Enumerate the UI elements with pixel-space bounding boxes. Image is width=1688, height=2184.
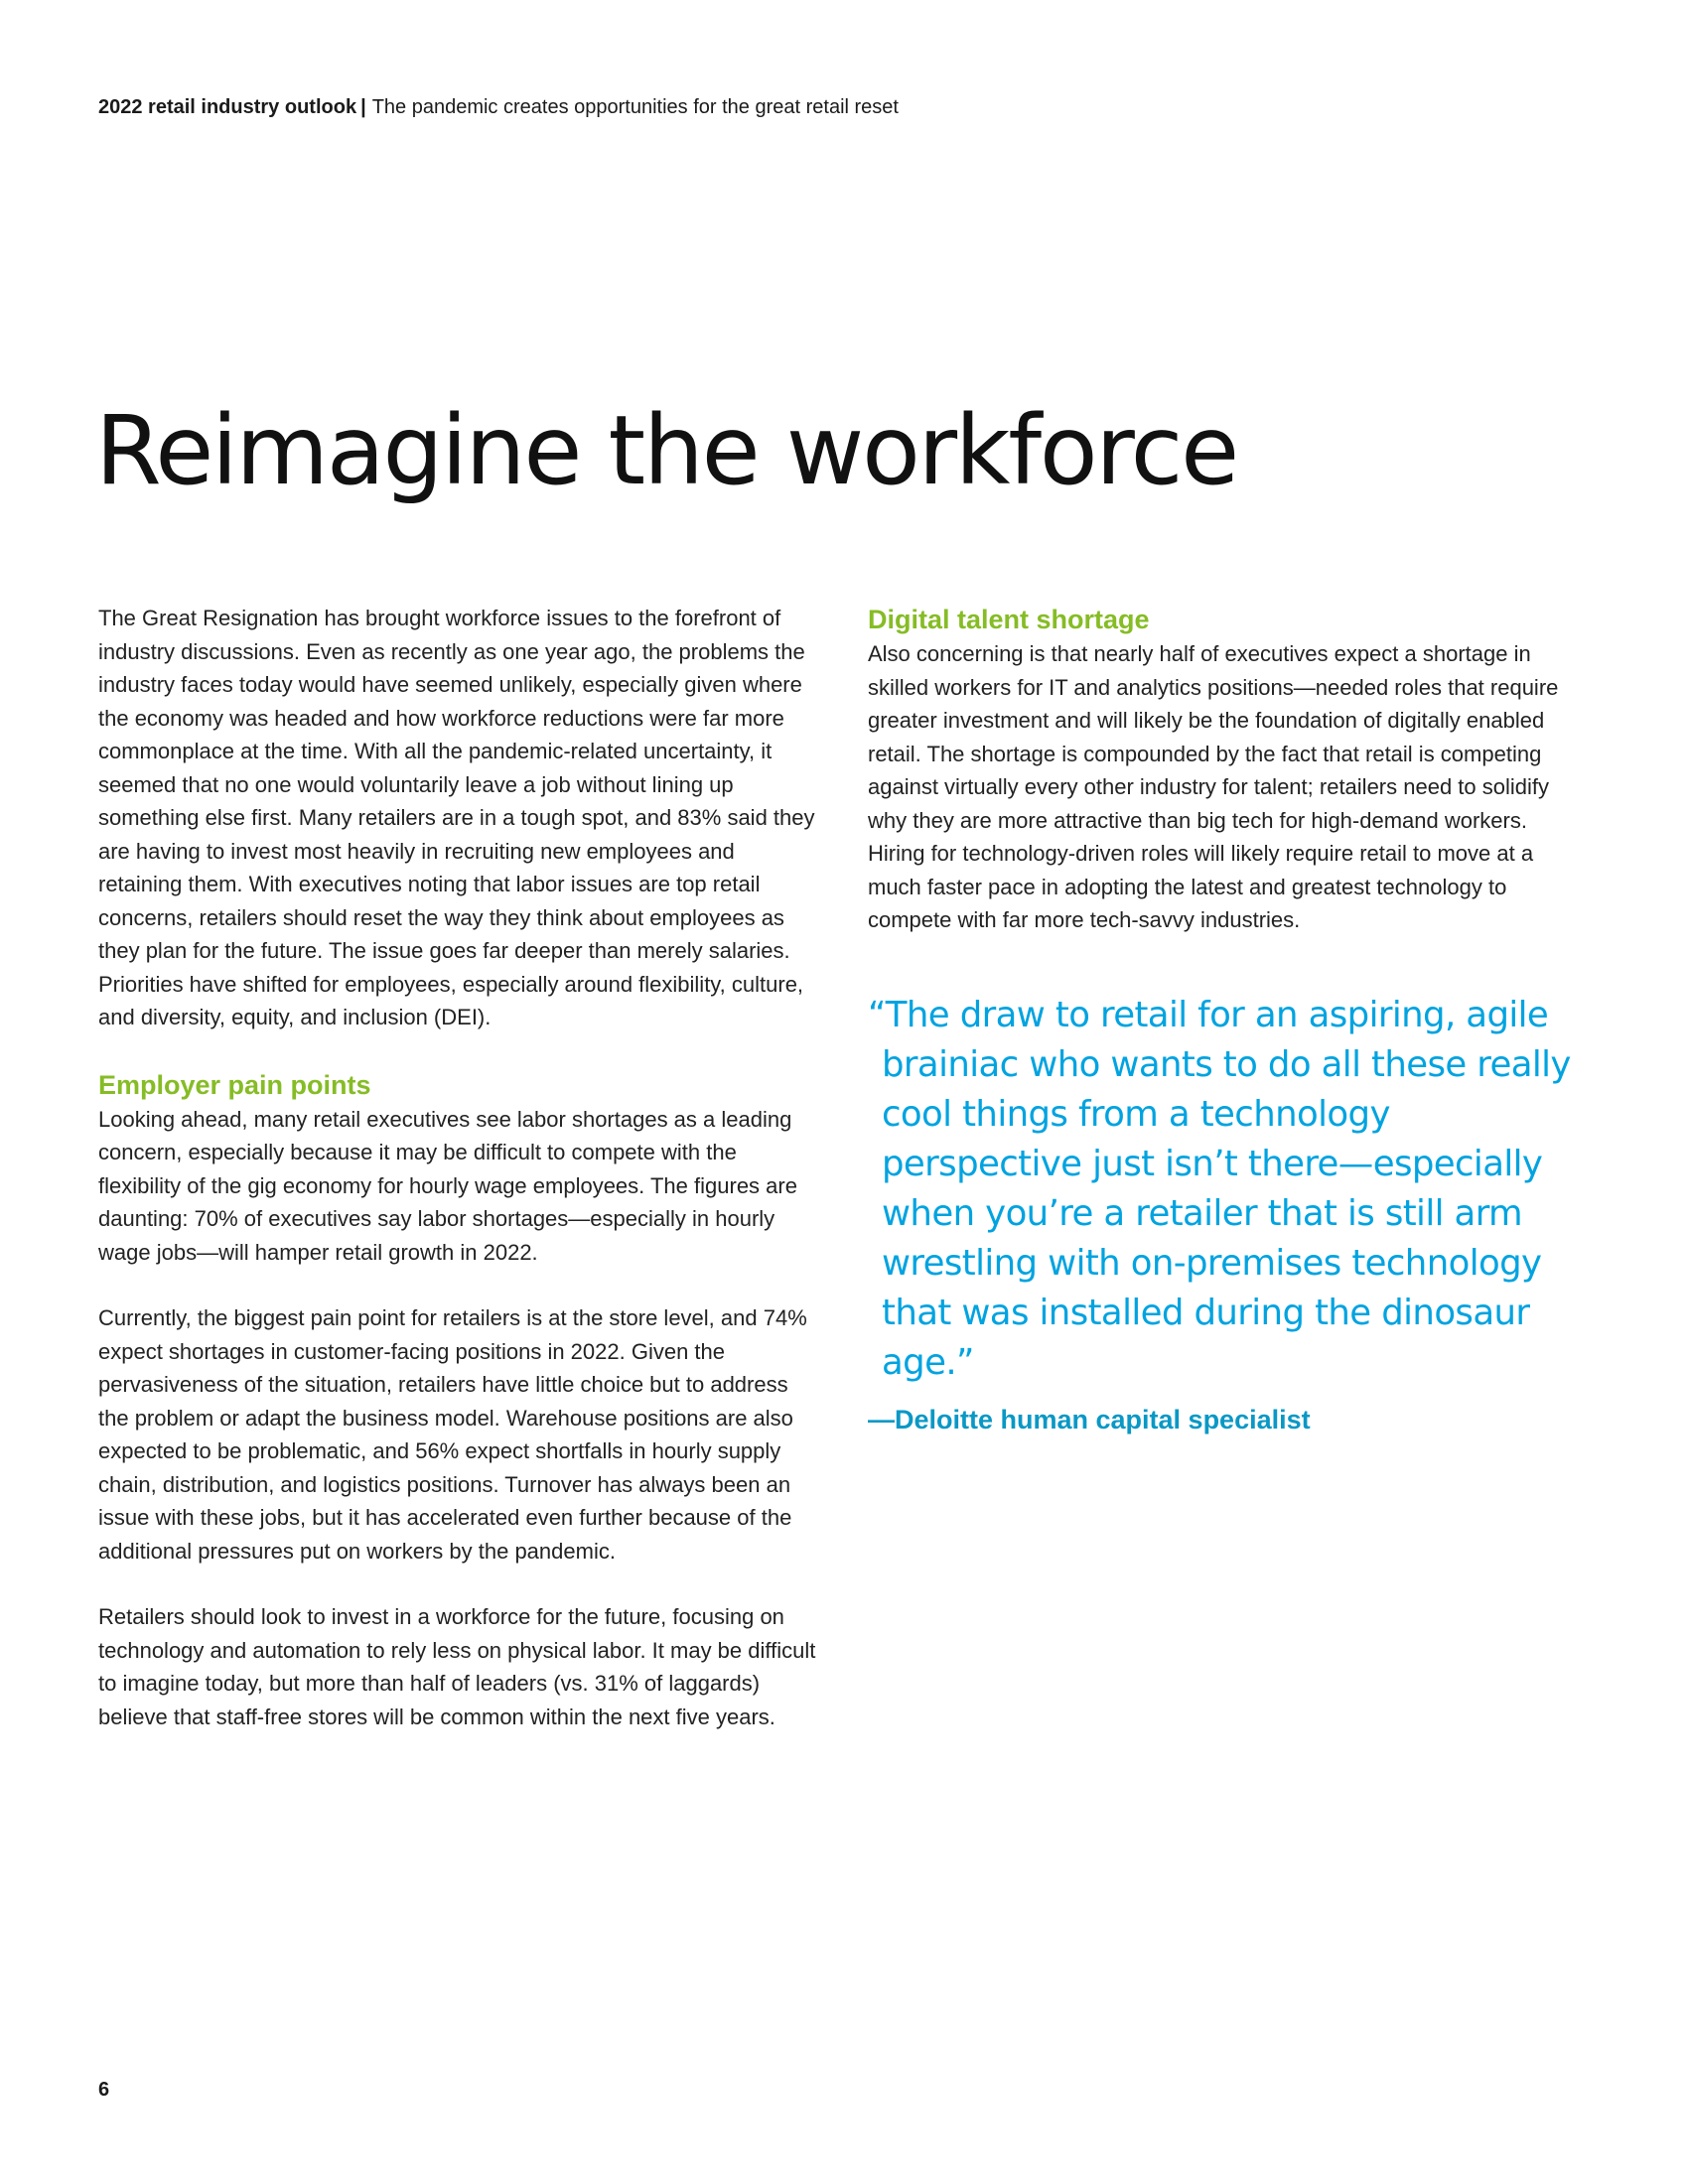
section-heading-digital-talent-shortage: Digital talent shortage	[868, 605, 1150, 634]
running-header	[98, 92, 899, 122]
digital-talent-paragraph: Also concerning is that nearly half of executives expect a shortage in skilled workers for IT and analytics positions—needed roles that require greater investment and will likely be the foundation of digitally enabled retail. The shortage is compounded by the fact that retail is competing against virtually every other industry for talent; retailers need to solidify why they are more attractive than big tech for high-demand workers. Hiring for technology-driven roles will likely require retail to move at a much faster pace in adopting the latest and greatest technology to compete with far more tech-savvy industries.	[868, 641, 1559, 932]
quote-attribution: —Deloitte human capital specialist	[868, 1404, 1311, 1434]
page-title: Reimagine the workforce	[95, 395, 1238, 506]
page-number: 6	[98, 2079, 110, 2101]
pain-points-paragraph-1: Looking ahead, many retail executives see labor shortages as a leading concern, especially because it may be difficult to compete with the flexibility of the gig economy for hourly wage employees. The figures are daunting: 70% of executives say labor shortages—especially in hourly wage jobs—will hamper retail growth in 2022.	[98, 1106, 797, 1265]
report-subtitle: The pandemic creates opportunities for the great retail reset	[371, 96, 899, 118]
section-heading-employer-pain-points: Employer pain points	[98, 1069, 371, 1100]
left-column	[98, 602, 823, 1733]
pain-points-paragraph-2: Currently, the biggest pain point for retailers is at the store level, and 74% expect shortages in customer-facing positions in 2022. Given the pervasiveness of the situation, retailers have little choice but to address the problem or adapt the business model. Warehouse positions are also expected to be problematic, and 56% expect shortfalls in hourly supply chain, distribution, and logistics positions. Turnover has always been an issue with these jobs, but it has accelerated even further because of the additional pressures put on workers by the pandemic.	[98, 1305, 807, 1564]
intro-paragraph: The Great Resignation has brought workforce issues to the forefront of industry discussions. Even as recently as one year ago, the problems the industry faces today would have seemed unlikely, especially given where the economy was headed and how workforce reductions were far more commonplace at the time. With all the pandemic-related uncertainty, it seemed that no one would voluntarily leave a job without lining up something else first. Many retailers are in a tough spot, and 83% said they are having to invest most heavily in recruiting new employees and retaining them. With executives noting that labor issues are top retail concerns, retailers should reset the way they think about employees as they plan for the future. The issue goes far deeper than merely salaries. Priorities have shifted for employees, especially around flexibility, culture, and diversity, equity, and inclusion (DEI).	[98, 606, 815, 1029]
report-title: 2022 retail industry outlook	[98, 96, 357, 118]
pull-quote: “The draw to retail for an aspiring, agile brainiac who wants to do all these really cool things from a technology perspective just isn’t there—especially when you’re a retailer that is still arm wrestling with on-premises technology that was installed during the dinosaur age.”	[868, 994, 1571, 1383]
header-separator: |	[360, 96, 366, 118]
pain-points-paragraph-3: Retailers should look to invest in a workforce for the future, focusing on technology and automation to rely less on physical labor. It may be difficult to imagine today, but more than half of leaders (vs. 31% of laggards) believe that staff-free stores will be common within the next five years.	[98, 1604, 816, 1729]
right-column	[868, 602, 1583, 1437]
